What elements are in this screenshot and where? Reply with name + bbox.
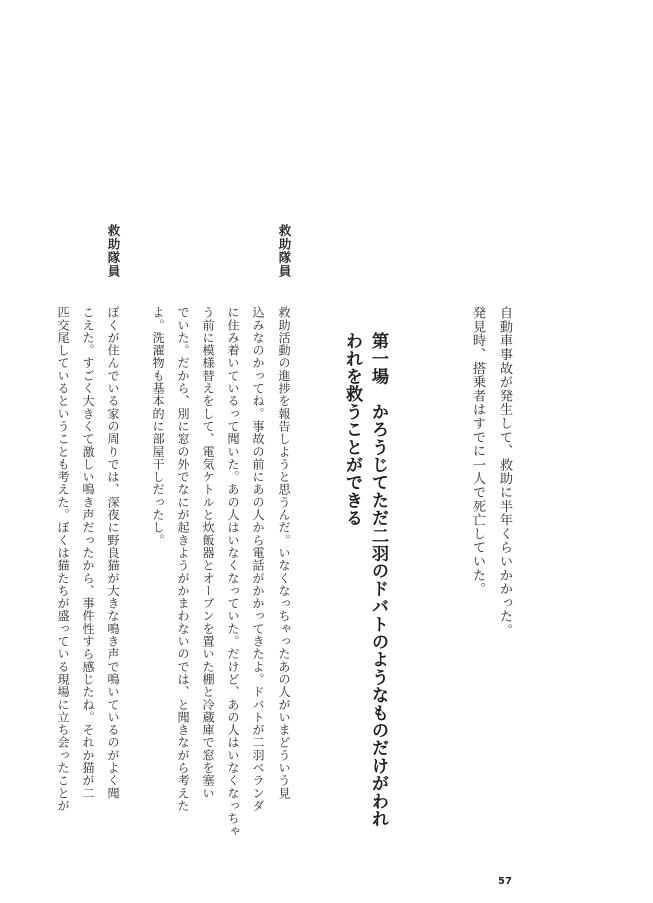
passage-2-line: 匹交尾しているということも考えた。ぼくは猫たちが盛っている現場に立ち会ったことが <box>56 306 70 812</box>
passage-1-line: でいた。だから、別に窓の外でなにが起きようがかまわないのでは、と聞きながら考えた <box>176 306 190 812</box>
chapter-title-line-2: われを救うことができる <box>342 332 362 527</box>
intro-line-1: 自動車事故が発生して、救助に半年くらいかかった。 <box>497 306 512 638</box>
passage-1-line: う前に模様替えをして、電気ケトルと炊飯器とオーブンを置いた棚と冷蔵庫で窓を塞い <box>201 306 215 800</box>
page-number: 57 <box>498 876 512 887</box>
speaker-label-1: 救助隊員 <box>277 224 292 278</box>
passage-1-line: よ。洗濯物も基本的に部屋干しだったし。 <box>151 306 165 547</box>
passage-1-line: 込みなのかってね。事故の前にあの人から電話がかかってきたよ。ドバトが二羽ベランダ <box>251 306 265 812</box>
speaker-label-2: 救助隊員 <box>106 224 121 278</box>
passage-1-line: 救助活動の進捗を報告しようと思うんだ。いなくなっちゃったあの人がいまどういう見 <box>277 306 291 800</box>
passage-2-line: ぼくが住んでいる家の周りでは、深夜に野良猫が大きな鳴き声で鳴いているのがよく聞 <box>106 306 120 800</box>
chapter-title-line-1: 第一場 かろうじてただ二羽のドバトのようなものだけがわれ <box>368 332 388 828</box>
intro-line-2: 発見時、搭乗者はすでに一人で死亡していた。 <box>470 306 485 596</box>
passage-2-line: こえた。すごく大きくて激しい鳴き声だったから、事件性すら感じたね。それか猫が二 <box>81 306 95 800</box>
passage-1-line: に住み着いているって聞いた。あの人はいなくなっていた。だけど、あの人はいなくなっちゃ <box>226 306 240 838</box>
